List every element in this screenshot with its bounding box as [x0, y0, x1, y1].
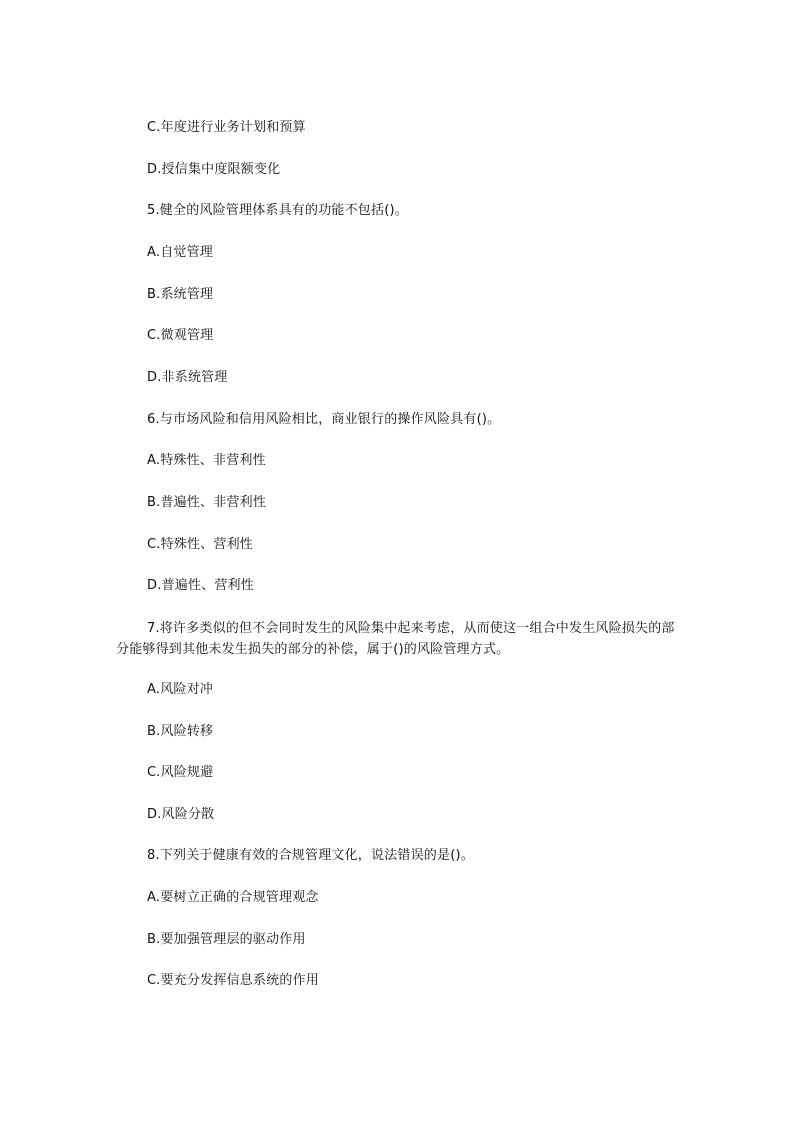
option-line: C.特殊性、营利性 [147, 537, 254, 552]
option-line: D.非系统管理 [147, 370, 228, 385]
option-line: B.系统管理 [147, 287, 214, 302]
option-line: C.要充分发挥信息系统的作用 [147, 973, 320, 988]
option-line: C.风险规避 [147, 765, 214, 780]
option-line: B.风险转移 [147, 724, 214, 739]
option-line: B.要加强管理层的驱动作用 [147, 932, 306, 947]
option-line: B.普遍性、非营利性 [147, 495, 267, 510]
option-line: C.微观管理 [147, 328, 214, 343]
option-line: A.风险对冲 [147, 682, 213, 697]
question-paragraph [116, 618, 676, 660]
option-line: D.普遍性、营利性 [147, 578, 254, 593]
question-line: 8.下列关于健康有效的合规管理文化，说法错误的是()。 [147, 848, 474, 863]
option-line: D.风险分散 [147, 807, 215, 822]
question-line: 6.与市场风险和信用风险相比，商业银行的操作风险具有()。 [147, 412, 501, 427]
option-line: A.特殊性、非营利性 [147, 453, 266, 468]
question-line: 5.健全的风险管理体系具有的功能不包括()。 [147, 203, 408, 218]
option-line: A.要树立正确的合规管理观念 [147, 890, 319, 905]
option-line: C.年度进行业务计划和预算 [147, 120, 306, 135]
option-line: D.授信集中度限额变化 [147, 162, 281, 177]
question-text: 7.将许多类似的但不会同时发生的风险集中起来考虑，从而使这一组合中发生风险损失的部分能够得到其他未发生损失的部分的补偿，属于()的风险管理方式。 [116, 621, 675, 657]
option-line: A.自觉管理 [147, 245, 213, 260]
